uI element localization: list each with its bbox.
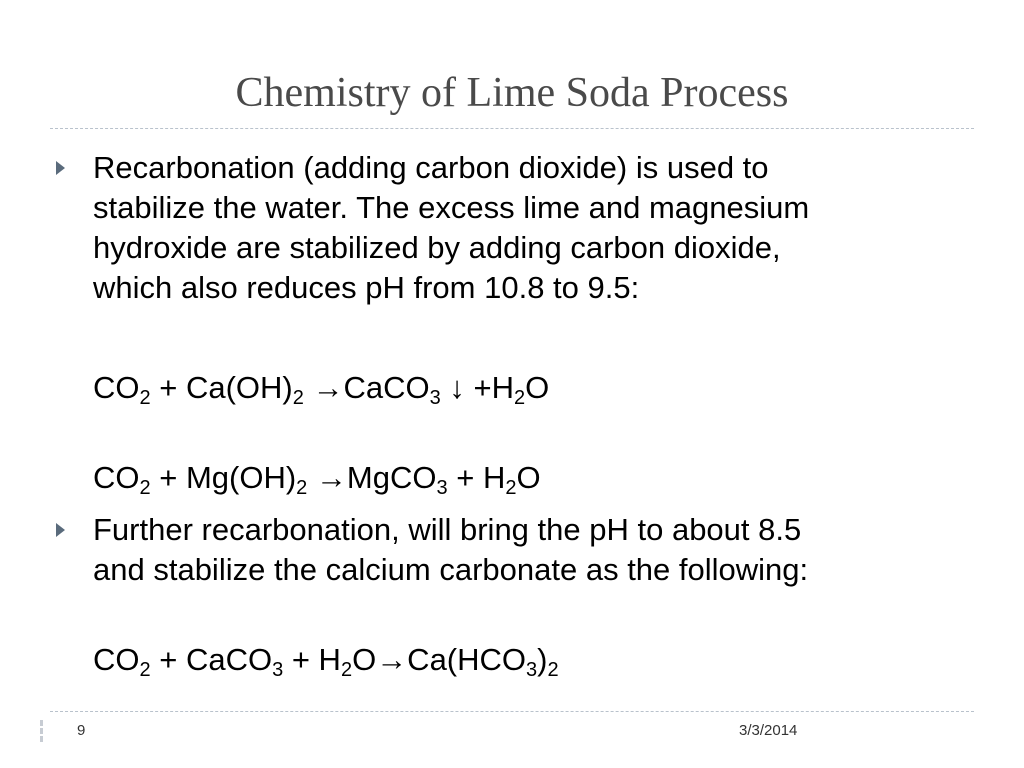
eq-part: CO xyxy=(93,460,140,495)
footer-divider xyxy=(50,711,974,712)
text-line: which also reduces pH from 10.8 to 9.5: xyxy=(93,270,640,305)
bullet-arrow-icon xyxy=(56,523,65,537)
eq-part: + H xyxy=(283,642,341,677)
footer-accent xyxy=(40,720,46,742)
text-line: and stabilize the calcium carbonate as the following: xyxy=(93,552,809,587)
eq-subscript: 3 xyxy=(526,659,538,681)
text-line: stabilize the water. The excess lime and magnesium xyxy=(93,190,810,225)
eq-part: CO xyxy=(93,370,140,405)
eq-part: ) xyxy=(537,642,548,677)
eq-subscript: 2 xyxy=(292,387,304,409)
eq-subscript: 2 xyxy=(505,477,517,499)
eq-subscript: 3 xyxy=(429,387,441,409)
equation-2 xyxy=(93,458,541,498)
eq-part: O xyxy=(525,370,550,405)
eq-part: ↓ +H xyxy=(440,370,514,405)
eq-part: →CaCO xyxy=(303,370,430,405)
eq-subscript: 2 xyxy=(547,659,559,681)
bullet-text-2 xyxy=(93,510,993,590)
text-line: Further recarbonation, will bring the pH to about 8.5 xyxy=(93,512,802,547)
eq-subscript: 2 xyxy=(340,659,353,681)
eq-part: →MgCO xyxy=(307,460,437,495)
eq-subscript: 2 xyxy=(139,477,151,499)
equation-1 xyxy=(93,368,549,408)
eq-part: CO xyxy=(93,642,140,677)
eq-subscript: 3 xyxy=(436,477,448,499)
eq-subscript: 2 xyxy=(139,387,151,409)
eq-part: + Mg(OH) xyxy=(150,460,297,495)
slide-title: Chemistry of Lime Soda Process xyxy=(235,70,789,116)
slide-date: 3/3/2014 xyxy=(739,722,798,739)
eq-subscript: 3 xyxy=(272,659,284,681)
eq-part: O→Ca(HCO xyxy=(352,642,527,677)
equation-3 xyxy=(93,640,559,680)
eq-subscript: 2 xyxy=(296,477,308,499)
eq-subscript: 2 xyxy=(139,659,151,681)
page-number: 9 xyxy=(77,722,86,739)
eq-part: + CaCO xyxy=(150,642,273,677)
bullet-text-1 xyxy=(93,148,993,308)
eq-part: + Ca(OH) xyxy=(150,370,293,405)
eq-part: O xyxy=(516,460,541,495)
text-line: hydroxide are stabilized by adding carbon dioxide, xyxy=(93,230,781,265)
bullet-arrow-icon xyxy=(56,161,65,175)
eq-subscript: 2 xyxy=(513,387,526,409)
eq-part: + H xyxy=(447,460,506,495)
text-line: Recarbonation (adding carbon dioxide) is used to xyxy=(93,150,769,185)
